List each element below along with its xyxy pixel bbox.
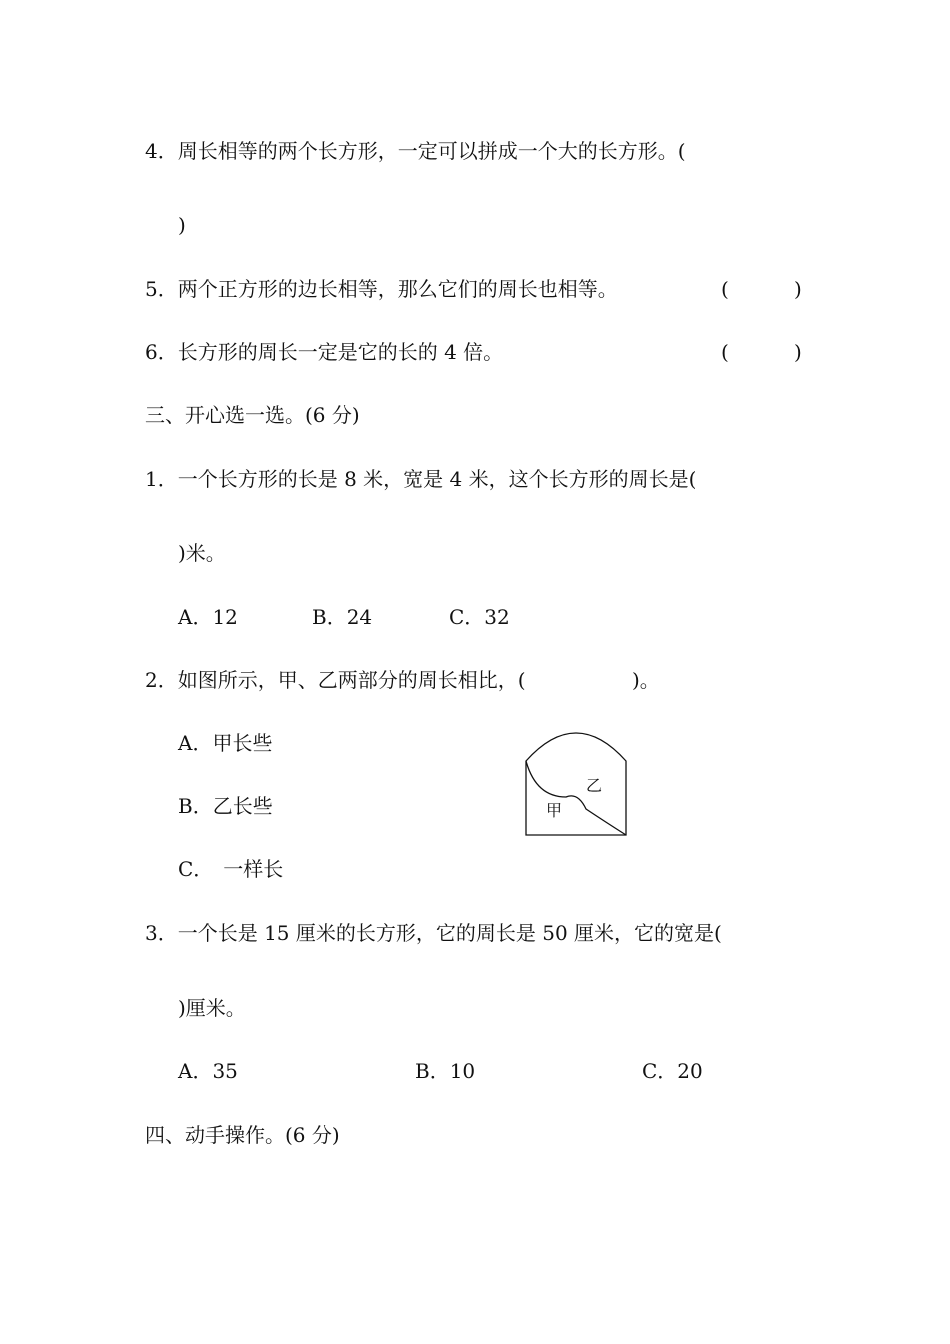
figure-label-jia: 甲 xyxy=(546,801,563,820)
option-a: A．35 xyxy=(178,1059,238,1083)
option-c: C．32 xyxy=(449,605,510,629)
answer-paren-close: ) xyxy=(794,277,802,301)
figure-divider-curve xyxy=(526,761,626,835)
question-3-2: 2．如图所示，甲、乙两部分的周长相比，( xyxy=(145,668,526,692)
figure-outline xyxy=(526,733,626,835)
option-b: B．乙长些 xyxy=(178,794,273,818)
question-2-4: 4．周长相等的两个长方形，一定可以拼成一个大的长方形。( xyxy=(145,139,686,163)
perimeter-figure xyxy=(520,725,632,841)
option-c: C．20 xyxy=(642,1059,703,1083)
option-a: A．甲长些 xyxy=(178,731,273,755)
option-c: C． 一样长 xyxy=(178,857,284,881)
option-b: B．10 xyxy=(415,1059,476,1083)
question-2-6: 6．长方形的周长一定是它的长的 4 倍。 xyxy=(145,340,504,364)
figure-label-yi: 乙 xyxy=(586,776,603,795)
question-3-3-continuation: )厘米。 xyxy=(178,996,246,1020)
answer-paren-open: ( xyxy=(721,277,729,301)
option-b: B．24 xyxy=(312,605,373,629)
question-2-4-close-paren: ) xyxy=(178,213,186,237)
question-3-2-close-paren: )。 xyxy=(632,668,660,692)
option-a: A．12 xyxy=(178,605,238,629)
answer-paren-close: ) xyxy=(794,340,802,364)
question-3-3: 3．一个长是 15 厘米的长方形，它的周长是 50 厘米，它的宽是( xyxy=(145,921,722,945)
section-4-heading: 四、动手操作。(6 分) xyxy=(145,1123,340,1147)
question-3-1-continuation: )米。 xyxy=(178,541,226,565)
section-3-heading: 三、开心选一选。(6 分) xyxy=(145,403,360,427)
answer-paren-open: ( xyxy=(721,340,729,364)
question-3-1: 1．一个长方形的长是 8 米，宽是 4 米，这个长方形的周长是( xyxy=(145,467,697,491)
question-2-5: 5．两个正方形的边长相等，那么它们的周长也相等。 xyxy=(145,277,618,301)
